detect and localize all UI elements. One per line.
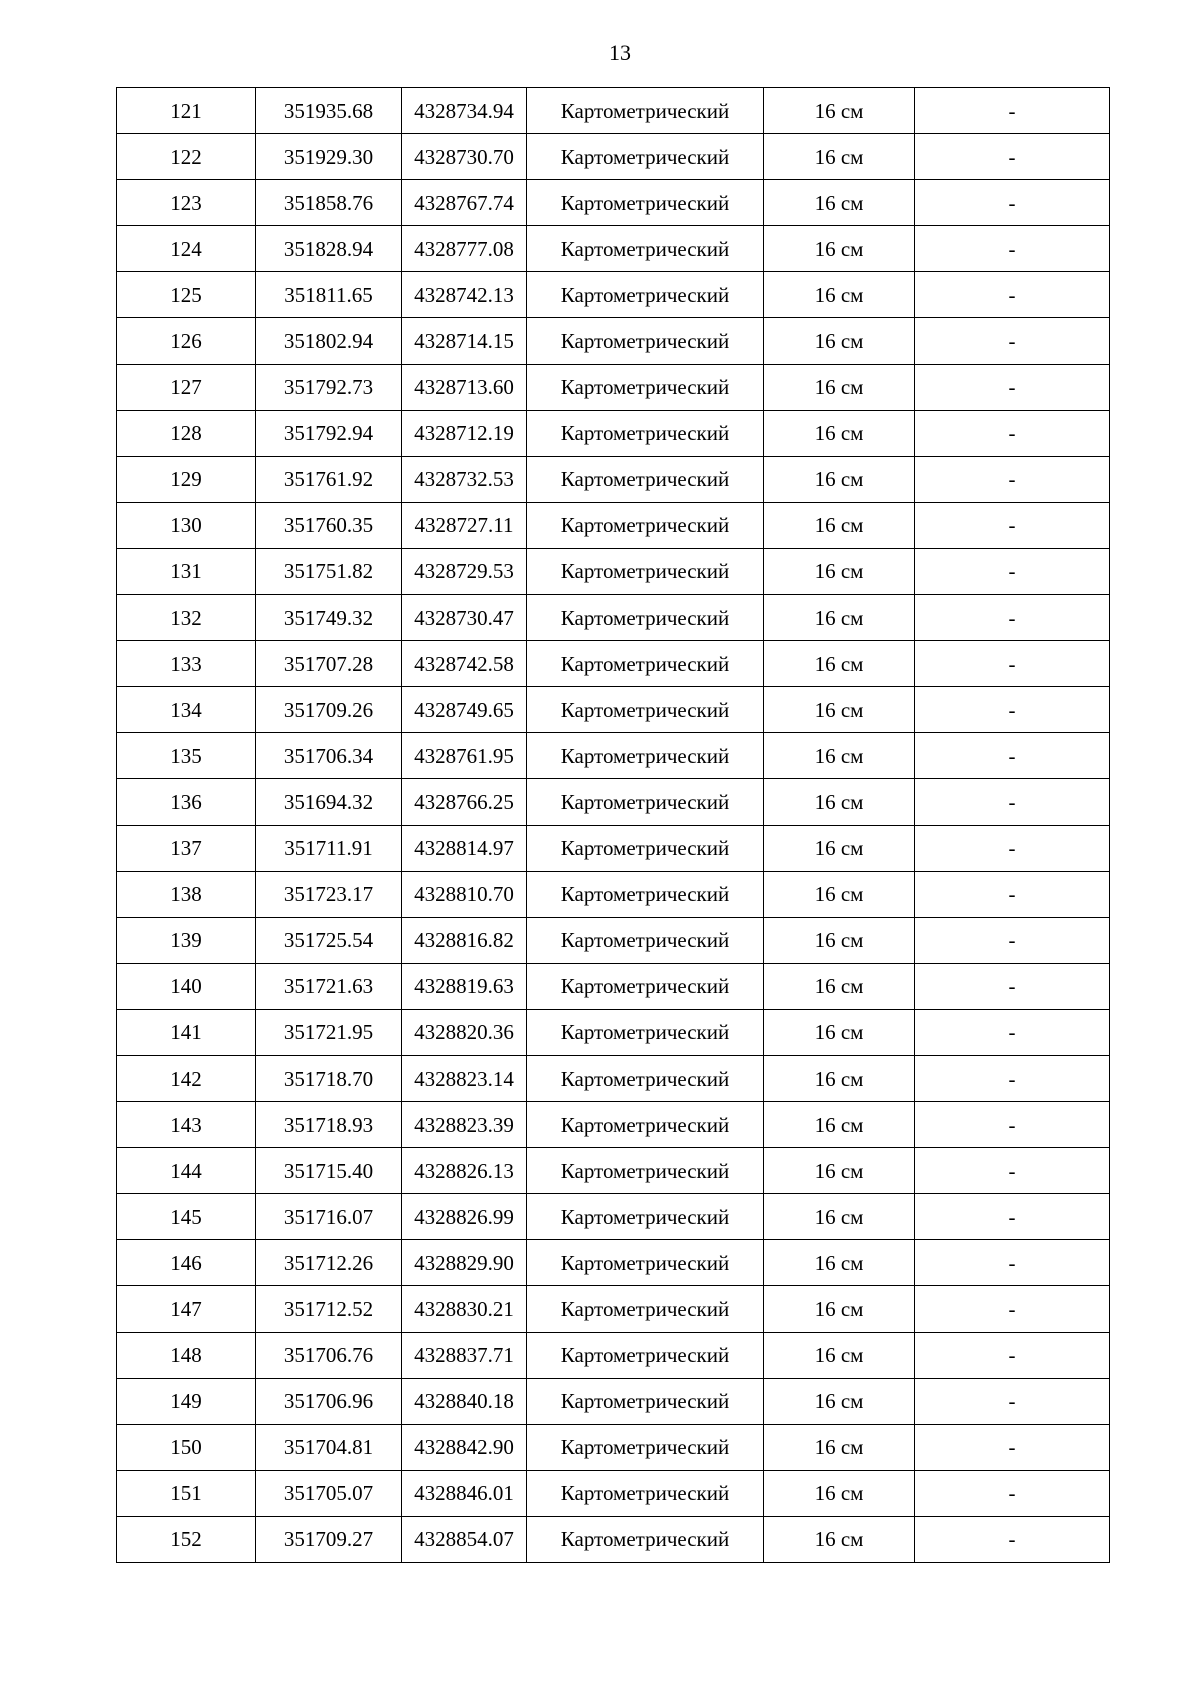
- y-coordinate-cell: 4328816.82: [402, 917, 527, 963]
- note-cell: -: [915, 410, 1110, 456]
- method-cell: Картометрический: [527, 1424, 764, 1470]
- note-cell: -: [915, 963, 1110, 1009]
- x-coordinate-cell: 351718.93: [256, 1102, 402, 1148]
- table-row: [117, 226, 1110, 272]
- method-cell: Картометрический: [527, 1470, 764, 1516]
- point-number-cell: 134: [117, 687, 256, 733]
- table-row: [117, 1286, 1110, 1332]
- accuracy-cell: 16 см: [764, 1424, 915, 1470]
- method-cell: Картометрический: [527, 410, 764, 456]
- y-coordinate-cell: 4328854.07: [402, 1516, 527, 1562]
- y-coordinate-cell: 4328810.70: [402, 871, 527, 917]
- x-coordinate-cell: 351858.76: [256, 180, 402, 226]
- note-cell: -: [915, 1332, 1110, 1378]
- y-coordinate-cell: 4328712.19: [402, 410, 527, 456]
- note-cell: -: [915, 548, 1110, 594]
- note-cell: -: [915, 1102, 1110, 1148]
- x-coordinate-cell: 351706.34: [256, 733, 402, 779]
- accuracy-cell: 16 см: [764, 548, 915, 594]
- accuracy-cell: 16 см: [764, 687, 915, 733]
- table-row: [117, 1378, 1110, 1424]
- x-coordinate-cell: 351716.07: [256, 1194, 402, 1240]
- table-row: [117, 1240, 1110, 1286]
- y-coordinate-cell: 4328777.08: [402, 226, 527, 272]
- note-cell: -: [915, 1240, 1110, 1286]
- note-cell: -: [915, 687, 1110, 733]
- x-coordinate-cell: 351709.27: [256, 1516, 402, 1562]
- table-row: [117, 641, 1110, 687]
- method-cell: Картометрический: [527, 1240, 764, 1286]
- table-row: [117, 1516, 1110, 1562]
- table-row: [117, 687, 1110, 733]
- note-cell: -: [915, 1286, 1110, 1332]
- point-number-cell: 130: [117, 502, 256, 548]
- accuracy-cell: 16 см: [764, 1240, 915, 1286]
- point-number-cell: 121: [117, 88, 256, 134]
- note-cell: -: [915, 1009, 1110, 1055]
- y-coordinate-cell: 4328749.65: [402, 687, 527, 733]
- x-coordinate-cell: 351705.07: [256, 1470, 402, 1516]
- method-cell: Картометрический: [527, 1055, 764, 1101]
- accuracy-cell: 16 см: [764, 226, 915, 272]
- note-cell: -: [915, 318, 1110, 364]
- table-row: [117, 272, 1110, 318]
- x-coordinate-cell: 351802.94: [256, 318, 402, 364]
- point-number-cell: 148: [117, 1332, 256, 1378]
- note-cell: -: [915, 779, 1110, 825]
- y-coordinate-cell: 4328734.94: [402, 88, 527, 134]
- table-row: [117, 1102, 1110, 1148]
- y-coordinate-cell: 4328714.15: [402, 318, 527, 364]
- point-number-cell: 127: [117, 364, 256, 410]
- method-cell: Картометрический: [527, 318, 764, 364]
- method-cell: Картометрический: [527, 1516, 764, 1562]
- y-coordinate-cell: 4328761.95: [402, 733, 527, 779]
- table-row: [117, 1194, 1110, 1240]
- note-cell: -: [915, 1516, 1110, 1562]
- method-cell: Картометрический: [527, 1286, 764, 1332]
- x-coordinate-cell: 351760.35: [256, 502, 402, 548]
- accuracy-cell: 16 см: [764, 1102, 915, 1148]
- y-coordinate-cell: 4328727.11: [402, 502, 527, 548]
- accuracy-cell: 16 см: [764, 871, 915, 917]
- x-coordinate-cell: 351718.70: [256, 1055, 402, 1101]
- x-coordinate-cell: 351707.28: [256, 641, 402, 687]
- y-coordinate-cell: 4328829.90: [402, 1240, 527, 1286]
- note-cell: -: [915, 88, 1110, 134]
- y-coordinate-cell: 4328830.21: [402, 1286, 527, 1332]
- x-coordinate-cell: 351811.65: [256, 272, 402, 318]
- method-cell: Картометрический: [527, 226, 764, 272]
- point-number-cell: 137: [117, 825, 256, 871]
- y-coordinate-cell: 4328819.63: [402, 963, 527, 1009]
- x-coordinate-cell: 351721.63: [256, 963, 402, 1009]
- accuracy-cell: 16 см: [764, 1148, 915, 1194]
- point-number-cell: 138: [117, 871, 256, 917]
- table-row: [117, 1055, 1110, 1101]
- note-cell: -: [915, 1148, 1110, 1194]
- note-cell: -: [915, 364, 1110, 410]
- y-coordinate-cell: 4328713.60: [402, 364, 527, 410]
- y-coordinate-cell: 4328823.39: [402, 1102, 527, 1148]
- note-cell: -: [915, 641, 1110, 687]
- method-cell: Картометрический: [527, 364, 764, 410]
- x-coordinate-cell: 351828.94: [256, 226, 402, 272]
- page-number: 13: [609, 40, 631, 65]
- x-coordinate-cell: 351706.96: [256, 1378, 402, 1424]
- accuracy-cell: 16 см: [764, 917, 915, 963]
- y-coordinate-cell: 4328814.97: [402, 825, 527, 871]
- x-coordinate-cell: 351715.40: [256, 1148, 402, 1194]
- point-number-cell: 133: [117, 641, 256, 687]
- point-number-cell: 143: [117, 1102, 256, 1148]
- accuracy-cell: 16 см: [764, 364, 915, 410]
- point-number-cell: 123: [117, 180, 256, 226]
- x-coordinate-cell: 351792.94: [256, 410, 402, 456]
- table-row: [117, 871, 1110, 917]
- coordinates-table: [116, 87, 1110, 1563]
- note-cell: -: [915, 1378, 1110, 1424]
- x-coordinate-cell: 351725.54: [256, 917, 402, 963]
- y-coordinate-cell: 4328742.13: [402, 272, 527, 318]
- note-cell: -: [915, 226, 1110, 272]
- table-row: [117, 502, 1110, 548]
- table-row: [117, 595, 1110, 641]
- point-number-cell: 132: [117, 595, 256, 641]
- method-cell: Картометрический: [527, 779, 764, 825]
- accuracy-cell: 16 см: [764, 779, 915, 825]
- y-coordinate-cell: 4328837.71: [402, 1332, 527, 1378]
- point-number-cell: 136: [117, 779, 256, 825]
- table-row: [117, 134, 1110, 180]
- x-coordinate-cell: 351709.26: [256, 687, 402, 733]
- x-coordinate-cell: 351751.82: [256, 548, 402, 594]
- method-cell: Картометрический: [527, 502, 764, 548]
- note-cell: -: [915, 595, 1110, 641]
- accuracy-cell: 16 см: [764, 641, 915, 687]
- accuracy-cell: 16 см: [764, 1470, 915, 1516]
- accuracy-cell: 16 см: [764, 410, 915, 456]
- method-cell: Картометрический: [527, 548, 764, 594]
- note-cell: -: [915, 456, 1110, 502]
- y-coordinate-cell: 4328729.53: [402, 548, 527, 594]
- note-cell: -: [915, 1470, 1110, 1516]
- method-cell: Картометрический: [527, 272, 764, 318]
- method-cell: Картометрический: [527, 917, 764, 963]
- table-row: [117, 825, 1110, 871]
- table-row: [117, 456, 1110, 502]
- accuracy-cell: 16 см: [764, 1378, 915, 1424]
- accuracy-cell: 16 см: [764, 733, 915, 779]
- method-cell: Картометрический: [527, 733, 764, 779]
- y-coordinate-cell: 4328823.14: [402, 1055, 527, 1101]
- table-row: [117, 1148, 1110, 1194]
- table-row: [117, 1424, 1110, 1470]
- note-cell: -: [915, 1055, 1110, 1101]
- point-number-cell: 151: [117, 1470, 256, 1516]
- table-row: [117, 410, 1110, 456]
- y-coordinate-cell: 4328842.90: [402, 1424, 527, 1470]
- point-number-cell: 139: [117, 917, 256, 963]
- table-row: [117, 963, 1110, 1009]
- point-number-cell: 141: [117, 1009, 256, 1055]
- accuracy-cell: 16 см: [764, 318, 915, 364]
- y-coordinate-cell: 4328766.25: [402, 779, 527, 825]
- accuracy-cell: 16 см: [764, 134, 915, 180]
- table-body: [117, 88, 1110, 1563]
- table-row: [117, 318, 1110, 364]
- accuracy-cell: 16 см: [764, 1055, 915, 1101]
- y-coordinate-cell: 4328732.53: [402, 456, 527, 502]
- point-number-cell: 145: [117, 1194, 256, 1240]
- point-number-cell: 125: [117, 272, 256, 318]
- method-cell: Картометрический: [527, 1332, 764, 1378]
- accuracy-cell: 16 см: [764, 180, 915, 226]
- accuracy-cell: 16 см: [764, 963, 915, 1009]
- note-cell: -: [915, 180, 1110, 226]
- method-cell: Картометрический: [527, 595, 764, 641]
- table-row: [117, 779, 1110, 825]
- method-cell: Картометрический: [527, 134, 764, 180]
- note-cell: -: [915, 272, 1110, 318]
- point-number-cell: 149: [117, 1378, 256, 1424]
- y-coordinate-cell: 4328820.36: [402, 1009, 527, 1055]
- y-coordinate-cell: 4328730.47: [402, 595, 527, 641]
- x-coordinate-cell: 351792.73: [256, 364, 402, 410]
- point-number-cell: 129: [117, 456, 256, 502]
- x-coordinate-cell: 351706.76: [256, 1332, 402, 1378]
- note-cell: -: [915, 917, 1110, 963]
- x-coordinate-cell: 351723.17: [256, 871, 402, 917]
- accuracy-cell: 16 см: [764, 595, 915, 641]
- method-cell: Картометрический: [527, 825, 764, 871]
- accuracy-cell: 16 см: [764, 1516, 915, 1562]
- y-coordinate-cell: 4328742.58: [402, 641, 527, 687]
- y-coordinate-cell: 4328826.99: [402, 1194, 527, 1240]
- x-coordinate-cell: 351712.26: [256, 1240, 402, 1286]
- method-cell: Картометрический: [527, 1009, 764, 1055]
- method-cell: Картометрический: [527, 180, 764, 226]
- point-number-cell: 152: [117, 1516, 256, 1562]
- method-cell: Картометрический: [527, 687, 764, 733]
- accuracy-cell: 16 см: [764, 1332, 915, 1378]
- y-coordinate-cell: 4328840.18: [402, 1378, 527, 1424]
- table-row: [117, 88, 1110, 134]
- method-cell: Картометрический: [527, 1148, 764, 1194]
- point-number-cell: 131: [117, 548, 256, 594]
- x-coordinate-cell: 351761.92: [256, 456, 402, 502]
- x-coordinate-cell: 351935.68: [256, 88, 402, 134]
- x-coordinate-cell: 351694.32: [256, 779, 402, 825]
- note-cell: -: [915, 1424, 1110, 1470]
- table-row: [117, 364, 1110, 410]
- accuracy-cell: 16 см: [764, 1286, 915, 1332]
- point-number-cell: 135: [117, 733, 256, 779]
- method-cell: Картометрический: [527, 456, 764, 502]
- method-cell: Картометрический: [527, 963, 764, 1009]
- note-cell: -: [915, 134, 1110, 180]
- point-number-cell: 150: [117, 1424, 256, 1470]
- table-row: [117, 1332, 1110, 1378]
- point-number-cell: 144: [117, 1148, 256, 1194]
- point-number-cell: 124: [117, 226, 256, 272]
- point-number-cell: 128: [117, 410, 256, 456]
- x-coordinate-cell: 351749.32: [256, 595, 402, 641]
- method-cell: Картометрический: [527, 1102, 764, 1148]
- note-cell: -: [915, 733, 1110, 779]
- y-coordinate-cell: 4328730.70: [402, 134, 527, 180]
- point-number-cell: 146: [117, 1240, 256, 1286]
- note-cell: -: [915, 1194, 1110, 1240]
- method-cell: Картометрический: [527, 1194, 764, 1240]
- method-cell: Картометрический: [527, 88, 764, 134]
- accuracy-cell: 16 см: [764, 88, 915, 134]
- table-row: [117, 1009, 1110, 1055]
- method-cell: Картометрический: [527, 871, 764, 917]
- table-row: [117, 180, 1110, 226]
- accuracy-cell: 16 см: [764, 825, 915, 871]
- table-row: [117, 917, 1110, 963]
- method-cell: Картометрический: [527, 641, 764, 687]
- y-coordinate-cell: 4328767.74: [402, 180, 527, 226]
- point-number-cell: 126: [117, 318, 256, 364]
- point-number-cell: 122: [117, 134, 256, 180]
- point-number-cell: 142: [117, 1055, 256, 1101]
- accuracy-cell: 16 см: [764, 456, 915, 502]
- note-cell: -: [915, 825, 1110, 871]
- accuracy-cell: 16 см: [764, 1194, 915, 1240]
- table-row: [117, 733, 1110, 779]
- y-coordinate-cell: 4328826.13: [402, 1148, 527, 1194]
- accuracy-cell: 16 см: [764, 1009, 915, 1055]
- point-number-cell: 140: [117, 963, 256, 1009]
- x-coordinate-cell: 351929.30: [256, 134, 402, 180]
- note-cell: -: [915, 502, 1110, 548]
- point-number-cell: 147: [117, 1286, 256, 1332]
- accuracy-cell: 16 см: [764, 502, 915, 548]
- x-coordinate-cell: 351711.91: [256, 825, 402, 871]
- x-coordinate-cell: 351712.52: [256, 1286, 402, 1332]
- x-coordinate-cell: 351721.95: [256, 1009, 402, 1055]
- note-cell: -: [915, 871, 1110, 917]
- table-row: [117, 1470, 1110, 1516]
- table-row: [117, 548, 1110, 594]
- accuracy-cell: 16 см: [764, 272, 915, 318]
- method-cell: Картометрический: [527, 1378, 764, 1424]
- x-coordinate-cell: 351704.81: [256, 1424, 402, 1470]
- y-coordinate-cell: 4328846.01: [402, 1470, 527, 1516]
